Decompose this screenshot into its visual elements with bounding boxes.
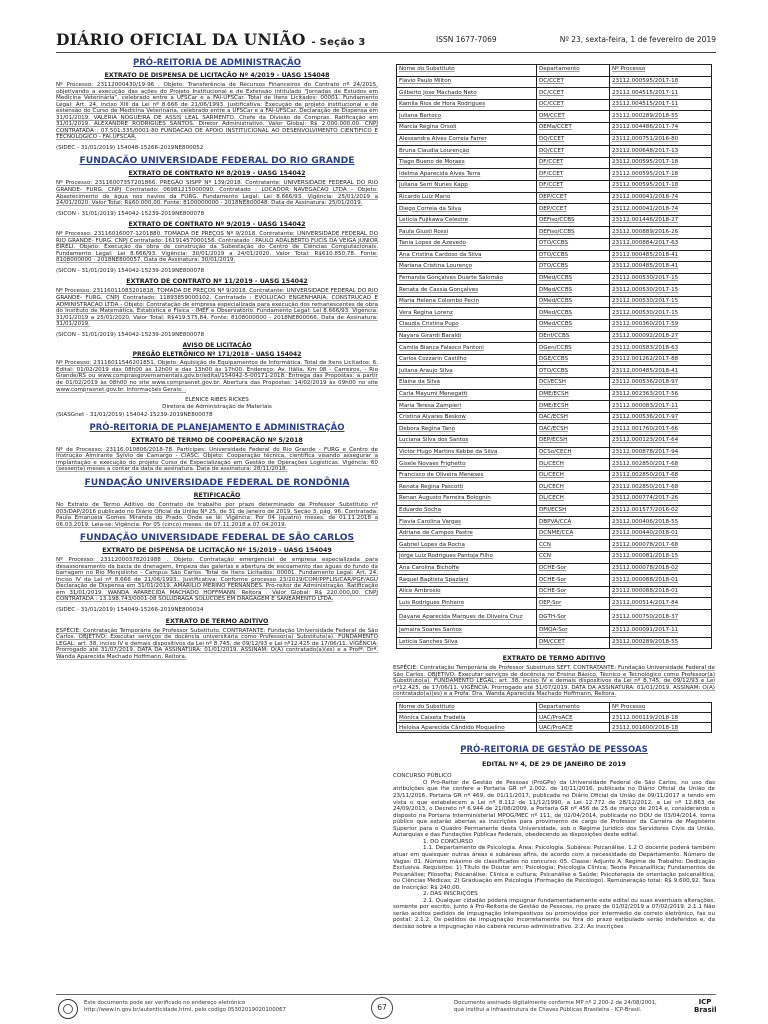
table-cell: 23112.000648/2017-13 bbox=[610, 146, 712, 158]
table-cell: Jorge Luiz Rodrigues Pantoja Filho bbox=[397, 551, 537, 563]
table-cell: Juliana Serri Nunes Kapp bbox=[397, 180, 537, 192]
edital-text: CONCURSO PÚBLICO bbox=[393, 773, 452, 780]
table-cell: Nayara Girardi Baraldi bbox=[397, 331, 537, 343]
table-cell: DCHE-Sor bbox=[537, 586, 610, 598]
table-cell: Idelma Aparecida Alves Terra bbox=[397, 169, 537, 181]
table-cell: 23112.000485/2018-41 bbox=[610, 262, 712, 274]
table-cell: DC/CCET bbox=[537, 88, 610, 100]
table-header-row bbox=[397, 65, 712, 77]
table-header-cell: Departamento bbox=[537, 65, 610, 77]
table-row bbox=[397, 169, 712, 181]
journal-name: DIÁRIO OFICIAL DA UNIÃO bbox=[56, 30, 306, 49]
table-cell: DME/ECSH bbox=[537, 389, 610, 401]
table-cell: Maria Helena Colombo Pecin bbox=[397, 296, 537, 308]
table-cell: Raquel Baptista Spaziani bbox=[397, 575, 537, 587]
footer-text: Documento assinado digitalmente conforme MP nº 2.200-2 de 24/08/2001, bbox=[454, 1000, 657, 1006]
table-cell: 23112.000088/2018-01 bbox=[610, 575, 712, 587]
table-cell: Renata de Cassia Gonçalves bbox=[397, 285, 537, 297]
table-cell: 23112.000530/2017-15 bbox=[610, 273, 712, 285]
org-heading: FUNDAÇÃO UNIVERSIDADE FEDERAL DE SÃO CARLOS bbox=[79, 532, 355, 544]
table-cell: DM/CCET bbox=[537, 111, 610, 123]
table-row bbox=[397, 99, 712, 111]
table-cell: DEP-Sor bbox=[537, 598, 610, 610]
table-cell: 23112.000889/2016-26 bbox=[610, 227, 712, 239]
table-row bbox=[397, 609, 712, 625]
substitutes-table-small bbox=[396, 702, 712, 734]
table-cell: 23112.004515/2017-11 bbox=[610, 99, 712, 111]
sidec-line: (SICON - 31/01/2019) 154042-15239-2019NE800078 bbox=[56, 331, 205, 338]
table-cell: DMed/CCBS bbox=[537, 285, 610, 297]
table-row bbox=[397, 505, 712, 517]
table-cell: DFil/ECSH bbox=[537, 505, 610, 517]
table-cell: DQ/CCET bbox=[537, 146, 610, 158]
table-cell: Camila Bianca Falasco Pantoni bbox=[397, 343, 537, 355]
table-cell: 23112.000485/2018-41 bbox=[610, 366, 712, 378]
table-cell: DCHE-Sor bbox=[537, 575, 610, 587]
sidec-line: (SICON - 31/01/2019) 154042-15239-2019NE800078 bbox=[56, 210, 205, 217]
issn: ISSN 1677-7069 bbox=[436, 35, 497, 44]
table-cell: 23112.001600/2018-18 bbox=[610, 723, 712, 733]
table-cell: 23112.004515/2017-11 bbox=[610, 88, 712, 100]
table-row bbox=[397, 424, 712, 436]
table-cell: 23112.000878/2017-94 bbox=[610, 447, 712, 459]
table-row bbox=[397, 354, 712, 366]
sidec-line: (SICON - 31/01/2019) 154042-15239-2019NE800078 bbox=[56, 267, 205, 274]
table-cell: DBPVA/CCA bbox=[537, 517, 610, 529]
table-cell: DMed/CCBS bbox=[537, 273, 610, 285]
table-row bbox=[397, 401, 712, 413]
section-text: Nº Processo: 23116007357201866. PREGÃO SISPP Nº 139/2018. Contratante: UNIVERSIDADE FEDERAL DO RIO GRANDE- FURG. CNPJ Contratado: 06981215000090. Contratado : LOCADOR NAVEGACAO LTDA - Objeto: Abastecimento de água nos navios da FURG. Fundamento Legal: Lei 8.666/93. Vigência: 25/01/2019 a 24/01/2020. Valor Total: R$60.000,00. Fonte: 8100000000 - 2018NE800048. Data de Assinatura: 25/01/2019. bbox=[56, 180, 378, 207]
table-cell: Mariana Cristina Lourenço bbox=[397, 262, 537, 274]
section-subtitle: PREGÃO ELETRÔNICO Nº 171/2018 - UASG 154042 bbox=[132, 351, 302, 359]
table-cell: Mônica Caixeta Fradella bbox=[397, 713, 537, 723]
table-row bbox=[397, 447, 712, 459]
table-cell: 23112.001760/2017-66 bbox=[610, 424, 712, 436]
table-cell: 23112.002850/2017-68 bbox=[610, 459, 712, 471]
table-cell: 23112.000440/2018-01 bbox=[610, 528, 712, 540]
table-cell: 23112.000583/2018-63 bbox=[610, 343, 712, 355]
table-row bbox=[397, 625, 712, 637]
table-row bbox=[397, 88, 712, 100]
org-heading: PRÓ-REITORIA DE PLANEJAMENTO E ADMINISTRAÇÃO bbox=[89, 422, 345, 433]
table-cell: Jamaira Soares Santos bbox=[397, 625, 537, 637]
table-cell: Gilberto Jose Machado Neto bbox=[397, 88, 537, 100]
table-cell: Marcia Regina Orsoli bbox=[397, 122, 537, 134]
table-cell: Alice Ambrosio bbox=[397, 586, 537, 598]
page-number: 67 bbox=[371, 997, 393, 1019]
table-cell: 23112.000081/2018-15 bbox=[610, 551, 712, 563]
table-cell: 23112.001262/2017-88 bbox=[610, 354, 712, 366]
sidec-line: (SIDEC - 31/01/2019) 154048-15266-2019NE800052 bbox=[56, 144, 204, 151]
sidec-line: (SIASGnet - 31/01/2019) 154042-15239-2019NE800078 bbox=[56, 412, 213, 419]
table-row bbox=[397, 412, 712, 424]
table-cell: Francisco de Oliveira Meneses bbox=[397, 470, 537, 482]
table-cell: 23112.000751/2016-80 bbox=[610, 134, 712, 146]
signature-role: Diretora de Administração de Materiais bbox=[162, 403, 272, 410]
table-cell: Debora Regina Tano bbox=[397, 424, 537, 436]
table-cell: Gisele Novaes Frighetto bbox=[397, 459, 537, 471]
table-row bbox=[397, 320, 712, 332]
section-text: Nº Processo: 23112000430/19-96 . Objeto: Transferência de Recursos Financeiros do Contrato nº 24/2015, objetivando a execução das ações do Projeto Institucional e de Extensão intitulado "Jornadas de Estudos em Medicina Veterinária", celebrado entre a UFSCar e a FAI-UFSCar. Total de Itens Licitados: 00001. Fundamento Legal: Art. 24, inciso XIII da Lei nº 8.666 de 21/06/1993. Justificativa: Execução de projeto institucional e de extensão do Curso de Medicina Veterinária, celebrado entre a UFSCar e a FAI-UFSCar. Declaração de Dispensa em 31/01/2019. VALERIA NOGUEIRA DE ASSIS LEAL SARMENTO. Chefe da Divisão de Compras. Ratificação em 31/01/2019. ALEXANDRE RODRIGUES SANTOS. Diretor Administrativo. Valor Global: R$ 2.000.000,00. CNPJ CONTRATADA : 07.501.335/0001-80 FUNDACAO DE APOIO INSTITUCIONAL AO DESENVOLVIMENTO CIENTIFICO E TECNOLOGICO - FAI.UFSCAR. bbox=[56, 82, 378, 141]
table-cell: DF/CCET bbox=[537, 169, 610, 181]
table-row bbox=[397, 436, 712, 448]
section-text: ESPÉCIE: Contratação Temporária de Professor Substituto SEFT. CONTRATANTE: Fundação Universidade Federal de São Carlos. OBJETIVO: Executar serviços de docência no Ensino Básico, Técnico e Tecnológico como Professor(a) Substituto(a). FUNDAMENTO LEGAL: art. 38, inciso IV e demais dispositivos da Lei nº 8.745, de 09/12/93 e Lei nº12.425, de 17/06/11. VIGÊNCIA: Prorrogado até 31/07/2019. DATA DA ASSINATURA: 01/01/2019. ASSINAM: O(A) contratado(a)(es) e a Profa. Dra. Wanda Aparecida Machado Hoffmann, Reitora. bbox=[393, 665, 715, 698]
table-cell: 23112.000289/2018-55 bbox=[610, 637, 712, 649]
table-row bbox=[397, 273, 712, 285]
table-cell: DEnf/CCBS bbox=[537, 331, 610, 343]
footer-text: Este documento pode ser verificado no endereço eletrônico bbox=[84, 1000, 246, 1006]
table-row bbox=[397, 308, 712, 320]
table-cell: DCNME/CCA bbox=[537, 528, 610, 540]
table-row bbox=[397, 250, 712, 262]
table-cell: Eduardo Socha bbox=[397, 505, 537, 517]
table-cell: DQ/CCET bbox=[537, 134, 610, 146]
table-cell: Heloisa Aparecida Cândido Moquelino bbox=[397, 723, 537, 733]
journal-title bbox=[56, 30, 366, 49]
footer-verification bbox=[84, 1000, 286, 1014]
table-cell: Flavia Carolina Vargas bbox=[397, 517, 537, 529]
table-cell: 23112.000595/2017-18 bbox=[610, 157, 712, 169]
table-row bbox=[397, 470, 712, 482]
table-cell: DEMa/CCET bbox=[537, 122, 610, 134]
edital-text: O Pró-Reitor de Gestão de Pessoas (ProGPe) da Universidade Federal de São Carlos, no uso das atribuições que lhe confere a Portaria GR nº 2.002, de 10/11/2016, publicada no Diário Oficial da União de 23/11/2016, Portaria GR nº 469, de 01/11/2017, publicada no Diário Oficial da União de 09/11/2017 e tendo em vista o que estabelecem a Lei nº 8.112 de 11/12/1990, a Lei 12.772 de 28/12/2012, a Lei nº 12.863 de 24/09/2013, o Decreto nº 6.944 de 21/08/2009, a Portaria GR nº 456 de 25 de março de 2014 e, considerando o disposto na Portaria Interministerial MPOG/MEC nº 111, de 02/04/2014, publicada no DOU de 03/04/2014, torna público que estarão abertas as inscrições para provimento de cargo de Professor da Carreira de Magistério Superior para o Quadro Permanente desta Universidade, sob o Regime Jurídico dos Servidores Civis da União, Autarquias e das Fundações Públicas Federais, obedecendo as disposições deste edital. bbox=[393, 779, 715, 839]
table-cell: DEFiso/CCBS bbox=[537, 215, 610, 227]
section-text: Nº Processo: 23116016007-1201880. TOMADA DE PREÇOS Nº 9/2018. Contratante: UNIVERSIDADE FEDERAL DO RIO GRANDE- FURG. CNPJ Contratado: 16191457000156. Contratado : PAULO ADALBERTO FUCIS DA VEIGA JUNIOR EIRELI. Objeto: Execução da obra de construção da Subestação do Centro de Ciências Computacionais. Fundamento Legal: Lei 8.666/93. Vigência: 30/01/2019 a 24/01/2020. Valor Total: R$610.850,78. Fonte: 8108000000 - 2018NE800057. Data de Assinatura: 30/01/2019. bbox=[56, 231, 378, 264]
table-row bbox=[397, 343, 712, 355]
org-heading: FUNDAÇÃO UNIVERSIDADE FEDERAL DO RIO GRANDE bbox=[79, 155, 355, 167]
table-row bbox=[397, 551, 712, 563]
section-title: EXTRATO DE TERMO ADITIVO bbox=[502, 655, 606, 663]
substitutes-table bbox=[396, 64, 712, 649]
section-title: EXTRATO DE CONTRATO Nº 9/2019 - UASG 154042 bbox=[128, 221, 306, 229]
table-row bbox=[397, 586, 712, 598]
table-cell: DGen/CCBS bbox=[537, 343, 610, 355]
table-row bbox=[397, 192, 712, 204]
table-row bbox=[397, 285, 712, 297]
table-cell: Dayane Aparecida Marques de Oliveira Cruz bbox=[397, 609, 537, 625]
table-cell: DTO/CCBS bbox=[537, 250, 610, 262]
table-cell: Victor Hugo Martins Kebbe da Silva bbox=[397, 447, 537, 459]
table-cell: DAC/ECSH bbox=[537, 412, 610, 424]
table-row bbox=[397, 575, 712, 587]
table-cell: 23112.002850/2017-68 bbox=[610, 482, 712, 494]
table-cell: 23112.000092/2018-27 bbox=[610, 331, 712, 343]
table-cell: Juliana Bertoco bbox=[397, 111, 537, 123]
table-cell: Carla Mayumi Menegatti bbox=[397, 389, 537, 401]
table-cell: Claudia Cristina Pupo bbox=[397, 320, 537, 332]
table-cell: 23112.000119/2018-18 bbox=[610, 713, 712, 723]
table-cell: 23112.000536/2018-97 bbox=[610, 378, 712, 390]
table-cell: Diego Correia da Silva bbox=[397, 204, 537, 216]
org-heading: PRÓ-REITORIA DE GESTÃO DE PESSOAS bbox=[460, 745, 648, 756]
table-cell: 23112.000041/2018-74 bbox=[610, 204, 712, 216]
table-cell: 23112.000595/2017-18 bbox=[610, 76, 712, 88]
table-cell: 23112.000530/2017-15 bbox=[610, 285, 712, 297]
table-row bbox=[397, 366, 712, 378]
table-row bbox=[397, 540, 712, 552]
page-footer bbox=[56, 994, 716, 1019]
masthead bbox=[56, 28, 716, 53]
table-cell: 23112.000083/2017-11 bbox=[610, 401, 712, 413]
section-title: EXTRATO DE CONTRATO Nº 11/2019 - UASG 154042 bbox=[126, 278, 308, 286]
table-row bbox=[397, 296, 712, 308]
table-header-cell: Nome do Substituto bbox=[397, 702, 537, 712]
table-row bbox=[397, 482, 712, 494]
table-cell: 23112.000536/2017-97 bbox=[610, 412, 712, 424]
section-text: Nº Processo: 23112000378201988 . Objeto: Contratação emergencial de empresa especializada para desassoreamento da bacia de drenagem, limpeza das galerias e abertura de escoamento das águas do fundo da barragem no Rio Monjolinho - Campus São Carlos. Total de Itens Licitados: 00001. Fundamento Legal: Art. 24, Inciso IV da Lei nº 8.666 de 21/06/1993.. Justificativa: Conforme processo 23/2019/COM/PPFLIS/CAR/PGF/AGU Declaração de Dispensa em 31/01/2019. AMARILIO MERINO FERNANDES. Pró-reitor de Administração. Ratificação em 31/01/2019. WANDA APARECIDA MACHADO HOFFMANN. Reitora . Valor Global: R$ 220.000,00. CNPJ CONTRATADA : 13.198.743/0001-08 SOLUDRAGA SOLUCOES EM DRAGAGEM E SANEAMENTO LTDA. bbox=[56, 557, 378, 603]
issue-date: Nº 23, sexta-feira, 1 de fevereiro de 2019 bbox=[559, 35, 716, 44]
table-row bbox=[397, 637, 712, 649]
table-cell: UAC/ProACE bbox=[537, 723, 610, 733]
table-cell: Juliana Araujo Silva bbox=[397, 366, 537, 378]
table-cell: DMQA-Sor bbox=[537, 625, 610, 637]
left-column bbox=[56, 56, 378, 664]
icp-brasil-logo-icon bbox=[694, 998, 716, 1018]
section-title: EXTRATO DE TERMO ADITIVO bbox=[165, 617, 269, 625]
section-title: AVISO DE LICITAÇÃO bbox=[182, 342, 252, 350]
table-cell: DEP/CCET bbox=[537, 192, 610, 204]
table-cell: DEP/ECSH bbox=[537, 436, 610, 448]
table-cell: 23112.000360/2017-59 bbox=[610, 320, 712, 332]
table-cell: Vera Regina Lorenz bbox=[397, 308, 537, 320]
table-cell: DF/CCET bbox=[537, 157, 610, 169]
table-cell: 23112.000595/2017-18 bbox=[610, 169, 712, 181]
table-cell: DL/CECH bbox=[537, 470, 610, 482]
table-row bbox=[397, 157, 712, 169]
table-row bbox=[397, 76, 712, 88]
table-row bbox=[397, 111, 712, 123]
section-text: ESPÉCIE: Contratação Temporária de Professor Substituto. CONTRATANTE: Fundação Universidade Federal de São Carlos. OBJETIVO: Executar serviços de docência universitária como Professor(a) Substituto(a). FUNDAMENTO LEGAL: art. 38, inciso IV e demais dispositivos da Lei nº 8.745, de 09/12/93 e Lei nº12.425 de 17/06/11. VIGÊNCIA: Prorrogado até 31/07/2019. DATA DA ASSINATURA: 01/01/2019. ASSINAM: O(A) contratado(a)(es) e a Profª. Drª. Wanda Aparecida Machado Hoffmann, Reitora. bbox=[56, 627, 378, 660]
table-cell: DC/CCET bbox=[537, 99, 610, 111]
table-body bbox=[397, 76, 712, 649]
table-cell: 23112.000078/2017-68 bbox=[610, 540, 712, 552]
table-header-cell: Nome do Substituto bbox=[397, 65, 537, 77]
table-row bbox=[397, 563, 712, 575]
table-cell: 23112.000530/2017-15 bbox=[610, 308, 712, 320]
table-cell: Fernanda Gonçalves Duarte Salomão bbox=[397, 273, 537, 285]
right-column bbox=[393, 64, 715, 931]
republic-seal-icon bbox=[58, 999, 78, 1019]
section-title: EXTRATO DE DISPENSA DE LICITAÇÃO Nº 15/2019 - UASG 154049 bbox=[102, 547, 332, 555]
section-title: EXTRATO DE DISPENSA DE LICITAÇÃO Nº 4/2019 - UASG 154048 bbox=[104, 72, 330, 79]
table-cell: Ana Cristina Cardoso da Silva bbox=[397, 250, 537, 262]
section-text: Nº Processo: 23116011546201851. Objeto: Aquisição de Equipamentos de Informática. Total de Itens Licitados: 6. Edital: 01/02/2019 das 08h00 às 12h00 e das 13h00 às 17h00. Endereço: Av. Itália, Km 08 - Carreiros, - Rio Grande/RS ou www.comprasgovernamentais.gov.br/edital/154042-5-00171-2018. Entrega das Propostas: a partir de 01/02/2019 às 08h00 no site www.comprasnet.gov.br. Abertura das Propostas: 14/02/2019 às 09h00 no site www.comprasnet.gov.br. Informações Gerais: . bbox=[56, 360, 378, 393]
section-text: Nº de Processo: 23116.010806/2018-78. Partícipes: Universidade Federal do Rio Grande - FURG e Centro de Instrução Almirante Sylvio de Camargo - CIASC. Objeto: Cooperação técnica, científica visando assegurar a implantação e execução do projeto Curso de Especialização em Gestão de Operações Logísticas. Vigência: 60 (sessenta) meses a contar da data de assinatura. Data de assinatura: 28/11/2018. bbox=[56, 446, 378, 473]
table-row bbox=[397, 122, 712, 134]
table-cell: DCSo/CECH bbox=[537, 447, 610, 459]
table-cell: DTO/CCBS bbox=[537, 262, 610, 274]
table-cell: 23112.000750/2018-37 bbox=[610, 609, 712, 625]
table-row bbox=[397, 134, 712, 146]
table-cell: Paula Giusti Rossi bbox=[397, 227, 537, 239]
table-cell: DCI/ECSH bbox=[537, 378, 610, 390]
table-cell: 23112.000123/2017-64 bbox=[610, 436, 712, 448]
table-row bbox=[397, 713, 712, 723]
table-cell: DGTH-Sor bbox=[537, 609, 610, 625]
table-cell: DL/CECH bbox=[537, 482, 610, 494]
table-cell: Luis Rodrigues Pinheiro bbox=[397, 598, 537, 610]
table-header-cell: Nº Processo bbox=[610, 702, 712, 712]
table-cell: 23112.000595/2017-18 bbox=[610, 180, 712, 192]
footer-text: que institui a Infraestrutura de Chaves Públicas Brasileira - ICP-Brasil. bbox=[454, 1007, 642, 1013]
table-row bbox=[397, 493, 712, 505]
table-cell: Bruna Claudia Lourenção bbox=[397, 146, 537, 158]
table-cell: 23112.000289/2018-55 bbox=[610, 111, 712, 123]
table-cell: DEP/CCET bbox=[537, 204, 610, 216]
table-cell: Ricardo Luiz Mario bbox=[397, 192, 537, 204]
table-cell: DC/CCET bbox=[537, 76, 610, 88]
table-cell: 23112.000485/2018-41 bbox=[610, 250, 712, 262]
table-cell: 23112.000774/2017-26 bbox=[610, 493, 712, 505]
table-cell: DTO/CCBS bbox=[537, 238, 610, 250]
section-title: EXTRATO DE CONTRATO Nº 8/2019 - UASG 154042 bbox=[128, 170, 306, 178]
table-cell: 23112.001446/2018-27 bbox=[610, 215, 712, 227]
table-cell: DF/CCET bbox=[537, 180, 610, 192]
table-cell: Renata Regina Pascotti bbox=[397, 482, 537, 494]
table-cell: DTO/CCBS bbox=[537, 366, 610, 378]
table-header-cell: Nº Processo bbox=[610, 65, 712, 77]
table-cell: 23112.000041/2018-74 bbox=[610, 192, 712, 204]
section-title: EXTRATO DE TERMO DE COOPERAÇÃO Nº 5/2018 bbox=[131, 436, 303, 444]
table-row bbox=[397, 331, 712, 343]
edital-text: 1.1. Departamento de Psicologia. Área: Psicologia. Subárea: Psicanálise. 1.2 O docente poderá também atuar em quaisquer outras áreas e subáreas afins, de acordo com a necessidade do Departamento. Número de Vagas: 01. Número máximo de classificados no concurso: 05. Classe: Adjunto A. Regime de Trabalho: Dedicação Exclusiva. Requisitos: 1) Título de Doutor em: Psicologia; Psicologia Clínica; Teoria Psicanalítica; Fundamentos de Psicanálise; Filosofia; Psicanálise: Clínica e cultura; Psicanálise e Saúde; Psicoterapia de orientação psicanalítica, ou Ciências Médicas; 2) Graduação em Psicologia (Formação de Psicólogo). Remuneração total: R$ 9.600,92. Taxa de Inscrição: R$ 240,00. bbox=[393, 845, 715, 891]
table-cell: Letícia Fujikawa Celestre bbox=[397, 215, 537, 227]
table-row bbox=[397, 146, 712, 158]
table-row bbox=[397, 598, 712, 610]
org-heading: PRÓ-REITORIA DE ADMINISTRAÇÃO bbox=[133, 58, 301, 68]
table-row bbox=[397, 389, 712, 401]
table-cell: DMed/CCBS bbox=[537, 320, 610, 332]
table-cell: Ana Carolina Bichoffe bbox=[397, 563, 537, 575]
table-cell: DL/CECH bbox=[537, 459, 610, 471]
table-cell: Carlos Cozzarin Castilho bbox=[397, 354, 537, 366]
section-title: RETIFICAÇÃO bbox=[193, 491, 241, 499]
table-header-cell: Departamento bbox=[537, 702, 610, 712]
signature-name: ELENICE RIBES RICKES bbox=[185, 397, 249, 404]
table-cell: 23112.000884/2017-63 bbox=[610, 238, 712, 250]
table-cell: Gabriel Lopes da Rocha bbox=[397, 540, 537, 552]
table-cell: DL/CECH bbox=[537, 493, 610, 505]
table-cell: DEFiso/CCBS bbox=[537, 227, 610, 239]
edital-text: 1. DO CONCURSO bbox=[423, 838, 473, 845]
table-cell: Cristina Alvares Beskow bbox=[397, 412, 537, 424]
table-cell: 23112.000514/2017-84 bbox=[610, 598, 712, 610]
table-row bbox=[397, 459, 712, 471]
table-cell: DM/CCET bbox=[537, 637, 610, 649]
table-cell: DCHE-Sor bbox=[537, 563, 610, 575]
table-row bbox=[397, 227, 712, 239]
sidec-line: (SIDEC - 31/01/2019) 154049-15266-2019NE800034 bbox=[56, 606, 204, 613]
table-cell: DME/ECSH bbox=[537, 401, 610, 413]
table-row bbox=[397, 378, 712, 390]
edital-text: 2.1. Qualquer cidadão poderá impugnar fundamentadamente este edital ou suas eventuais alterações, somente por escrito, junto à Pró-Reitoria de Gestão de Pessoas, no prazo de 01/02/2019 a 07/02/2019. 2.1.1 Não serão aceitos pedidos de impugnação intempestivos ou promovidos por intermédio de correio eletrônico, fax ou postal. 2.1.2. Os pedidos de impugnação incorretamente ou fora do prazo estipulado serão indeferidos e, da decisão sobre a impugnação não caberá recurso administrativo. 2.2. As inscrições bbox=[393, 897, 715, 930]
table-row bbox=[397, 723, 712, 733]
table-cell: 23112.000406/2018-55 bbox=[610, 517, 712, 529]
table-cell: Leticia Sanches Silva bbox=[397, 637, 537, 649]
table-cell: 23112.000088/2018-01 bbox=[610, 586, 712, 598]
table-row bbox=[397, 215, 712, 227]
table-cell: Tiago Bueno de Moraes bbox=[397, 157, 537, 169]
table-cell: 23112.004486/2017-74 bbox=[610, 122, 712, 134]
logo-text: Brasil bbox=[694, 1006, 717, 1014]
table-cell: Elaine da Silva bbox=[397, 378, 537, 390]
table-cell: 23112.001577/2016-02 bbox=[610, 505, 712, 517]
table-cell: Kamila Rios de Hora Rodrigues bbox=[397, 99, 537, 111]
table-cell: CCN bbox=[537, 540, 610, 552]
table-cell: DGE/CCBS bbox=[537, 354, 610, 366]
table-row bbox=[397, 204, 712, 216]
table-cell: Luciana Silva dos Santos bbox=[397, 436, 537, 448]
table-row bbox=[397, 180, 712, 192]
table-cell: 23112.000078/2018-02 bbox=[610, 563, 712, 575]
table-cell: Alessandra Alves Correia Farrer bbox=[397, 134, 537, 146]
section-text: No Extrato de Termo Aditivo do Contrato de trabalho por prazo determinado de Professor Substituto nº 003/DAP/2016 publicado no Diário Oficial da União Nº 25, de 31 de janeiro de 2019, Seção 3, pág. 96. Contratada: Paula Emanuela Gomes Miranda do Prado. Onde se lê: Vigência: Por 04 (quatro) meses: de 01.11.2018 a 06.03.2019. Leia-se: Vigência: Por 05 (cinco) meses: de 07.11.2018 a 07.04.2019. bbox=[56, 501, 378, 528]
table-cell: DMed/CCBS bbox=[537, 308, 610, 320]
table-cell: Flavio Paulo Milton bbox=[397, 76, 537, 88]
table-cell: 23112.000530/2017-15 bbox=[610, 296, 712, 308]
section-label: - Seção 3 bbox=[311, 37, 366, 48]
table-cell: Renan Augusto Ferreira Bolognin bbox=[397, 493, 537, 505]
table-row bbox=[397, 238, 712, 250]
table-cell: DMed/CCBS bbox=[537, 296, 610, 308]
org-heading: FUNDAÇÃO UNIVERSIDADE FEDERAL DE RONDÔNIA bbox=[84, 476, 350, 488]
table-cell: 23112.002850/2017-68 bbox=[610, 470, 712, 482]
table-cell: Tania Lopes de Azevedo bbox=[397, 238, 537, 250]
edital-title: EDITAL Nº 4, DE 29 DE JANEIRO DE 2019 bbox=[481, 760, 626, 769]
section-text: Nº Processo: 23116011083201818. TOMADA DE PREÇOS Nº 9/2018. Contratante: UNIVERSIDADE FEDERAL DO RIO GRANDE- FURG. CNPJ Contratado: 11893859000102. Contratado : EVOLUCAO ENGENHARIA, CONSTRUCAO E ADMINISTRACAO LTDA - Objeto: Contratação de empresa especializada para execução dos remanescentes de obra do Instituto de Matemática, Estatística e Física - IMEF e Observatório. Fundamento Legal: Lei 8.666/93. Vigência: 31/01/2019 a 25/01/2020. Valor Total: R$419.575,84. Fonte: 8108000000 - 2018NE800066. Data de Assinatura: 31/01/2019. bbox=[56, 288, 378, 328]
table-cell: 23112.002363/2017-56 bbox=[610, 389, 712, 401]
table-cell: DAC/ECSH bbox=[537, 424, 610, 436]
edital-text: 2. DAS INSCRIÇÕES bbox=[423, 891, 478, 898]
table-row bbox=[397, 262, 712, 274]
table-cell: Maria Teresa Zampieri bbox=[397, 401, 537, 413]
footer-signature-note bbox=[454, 1000, 679, 1014]
table-cell: UAC/ProACE bbox=[537, 713, 610, 723]
table-row bbox=[397, 517, 712, 529]
table-cell: Adriane de Campos Pastre bbox=[397, 528, 537, 540]
footer-text: http://www.in.gov.br/autenticidade.html, pelo código 05302019020100067 bbox=[84, 1007, 286, 1013]
table-cell: 23112.000091/2017-11 bbox=[610, 625, 712, 637]
table-cell: CCN bbox=[537, 551, 610, 563]
logo-text: ICP bbox=[698, 998, 712, 1006]
table-header-row bbox=[397, 702, 712, 712]
table-row bbox=[397, 528, 712, 540]
